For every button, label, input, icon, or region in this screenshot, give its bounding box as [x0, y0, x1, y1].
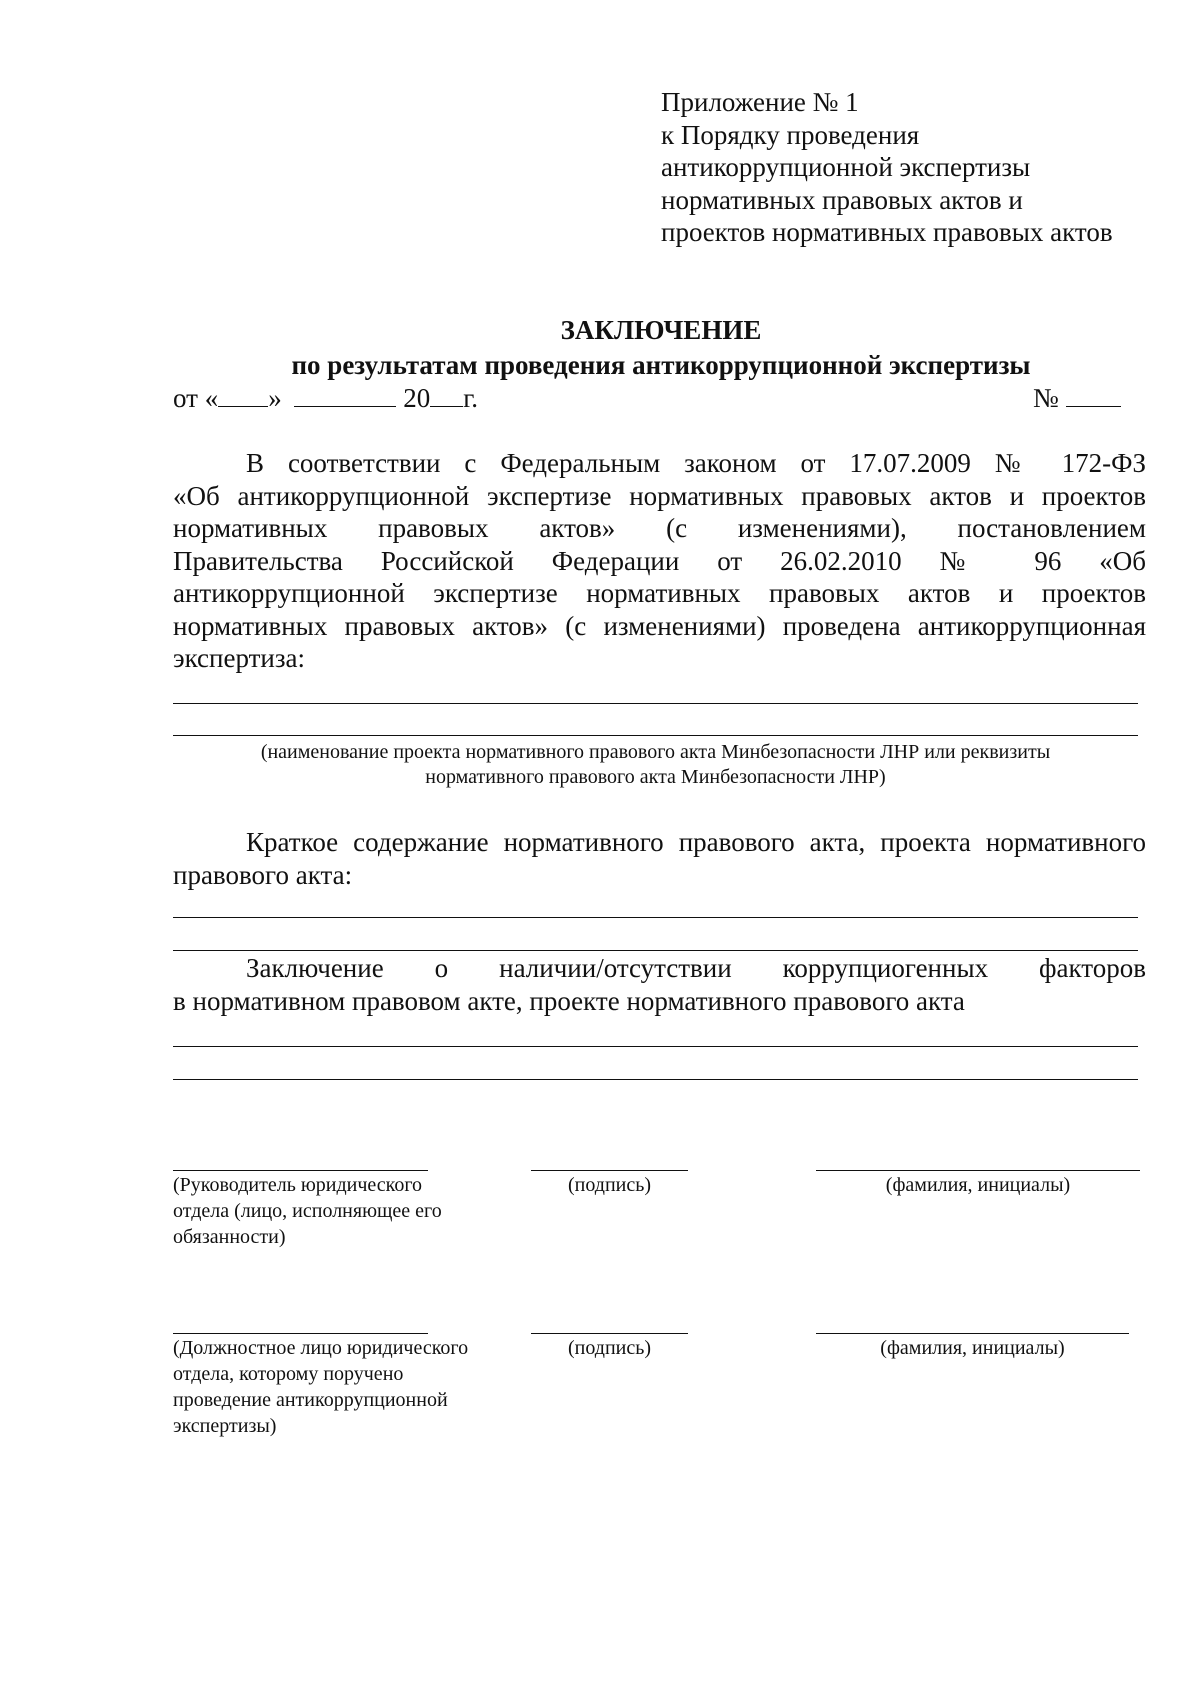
paragraph-line: нормативных правовых актов» (с изменениями), постановлением — [173, 513, 1146, 543]
conclusion-line-2[interactable] — [173, 1079, 1138, 1080]
paragraph-line: В соответствии с Федеральным законом от 17.07.2009 № 172-ФЗ — [246, 448, 1146, 478]
number-sign: № — [1033, 383, 1059, 413]
official-role-line[interactable] — [173, 1333, 428, 1334]
appendix-line: Приложение № 1 — [661, 87, 859, 117]
act-name-line-2[interactable] — [173, 735, 1138, 736]
paragraph-line: Заключение о наличии/отсутствии коррупциогенных факторов — [246, 953, 1146, 983]
act-name-line-1[interactable] — [173, 703, 1138, 704]
paragraph-line: экспертиза: — [173, 643, 305, 673]
month-blank[interactable] — [294, 384, 396, 407]
paragraph-line: «Об антикоррупционной экспертизе нормативных правовых актов и проектов — [173, 480, 1146, 511]
role-line: экспертизы) — [173, 1415, 277, 1437]
official-name-label: (фамилия, инициалы) — [880, 1337, 1065, 1359]
head-name-label: (фамилия, инициалы) — [885, 1174, 1071, 1196]
role-line: (Должностное лицо юридического — [173, 1337, 469, 1359]
official-name-line[interactable] — [816, 1333, 1129, 1334]
date-line — [173, 382, 478, 414]
summary-line-1[interactable] — [173, 917, 1138, 918]
head-signature-line[interactable] — [531, 1170, 688, 1171]
appendix-line: проектов нормативных правовых актов — [661, 217, 1113, 247]
head-name-line[interactable] — [816, 1170, 1140, 1171]
document-title: ЗАКЛЮЧЕНИЕ — [560, 315, 762, 345]
year-suffix: г. — [463, 383, 478, 413]
paragraph-summary — [173, 826, 1146, 891]
appendix-line: антикоррупционной экспертизы — [661, 152, 1031, 182]
caption-line: (наименование проекта нормативного правового акта Минбезопасности ЛНР или реквизиты — [260, 741, 1051, 763]
year-blank[interactable] — [430, 384, 463, 407]
role-line: отдела (лицо, исполняющее его — [173, 1200, 442, 1222]
head-signature-label: (подпись) — [567, 1174, 652, 1196]
appendix-line: к Порядку проведения — [661, 119, 920, 150]
date-from-prefix: от « — [173, 383, 219, 413]
paragraph-conclusion — [173, 952, 1146, 1017]
paragraph-line: в нормативном правовом акте, проекте нормативного правового акта — [173, 985, 965, 1016]
appendix-header — [661, 86, 1181, 249]
act-name-caption — [173, 740, 1138, 790]
year-prefix: 20 — [403, 383, 431, 413]
conclusion-line-1[interactable] — [173, 1046, 1138, 1047]
paragraph-line: нормативных правовых актов» (с изменениями) проведена антикоррупционная — [173, 610, 1146, 641]
official-signature-label: (подпись) — [567, 1337, 652, 1359]
role-line: проведение антикоррупционной — [173, 1389, 448, 1411]
official-role-label — [173, 1335, 513, 1439]
paragraph-legal-basis — [173, 447, 1146, 675]
day-blank[interactable] — [218, 384, 268, 407]
date-quote-close: » — [268, 383, 282, 413]
role-line: (Руководитель юридического — [173, 1174, 423, 1196]
head-role-label — [173, 1172, 503, 1250]
appendix-line: нормативных правовых актов и — [661, 184, 1023, 215]
summary-line-2[interactable] — [173, 950, 1138, 951]
role-line: отдела, которому поручено — [173, 1363, 404, 1385]
paragraph-line: Краткое содержание нормативного правового акта, проекта нормативного — [246, 827, 1146, 857]
paragraph-line: правового акта: — [173, 859, 353, 890]
paragraph-line: Правительства Российской Федерации от 26.02.2010 № 96 «Об — [173, 545, 1146, 576]
number-line — [1033, 382, 1121, 414]
role-line: обязанности) — [173, 1226, 286, 1248]
official-signature-line[interactable] — [531, 1333, 688, 1334]
caption-line: нормативного правового акта Минбезопасности ЛНР) — [425, 766, 886, 788]
head-role-line[interactable] — [173, 1170, 428, 1171]
document-subtitle: по результатам проведения антикоррупционной экспертизы — [291, 350, 1031, 380]
paragraph-line: антикоррупционной экспертизе нормативных правовых актов и проектов — [173, 578, 1146, 608]
number-blank[interactable] — [1066, 384, 1121, 407]
